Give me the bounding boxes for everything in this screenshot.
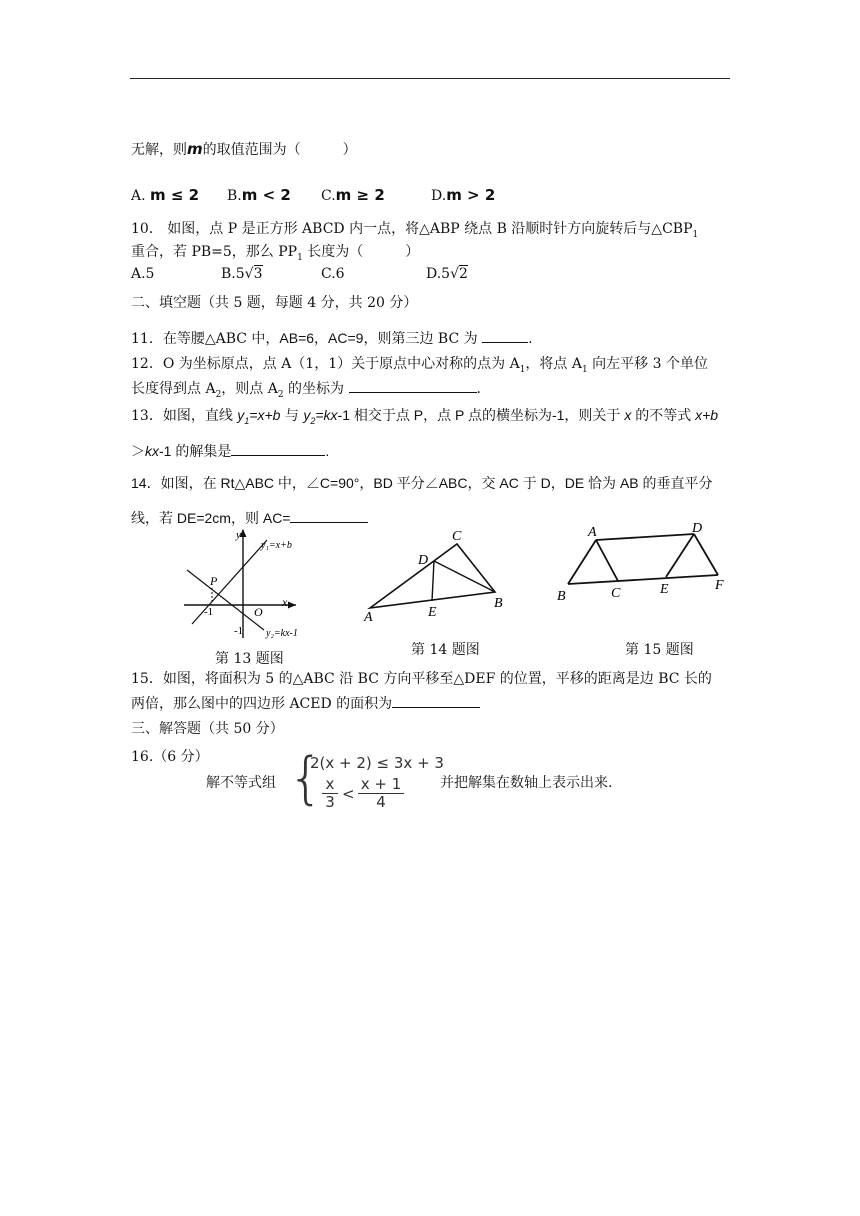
q10-option-d[interactable]: D.5√2 xyxy=(426,266,468,282)
fig15-label-b: B xyxy=(557,589,566,604)
q14-line2: 线，若 DE=2cm，则 AC= xyxy=(131,508,368,527)
q15-line1: 15．如图，将面积为 5 的△ABC 沿 BC 方向平移至△DEF 的位置，平移的距离是边 BC 长的 xyxy=(131,671,712,687)
fig14-label-d: D xyxy=(418,553,429,568)
fig13-line-y2 xyxy=(187,570,264,630)
fig15-top-ad xyxy=(596,534,694,540)
fig14-segment-de xyxy=(432,561,434,601)
q9-option-b[interactable]: B.m < 2 xyxy=(227,186,291,204)
q13-answer-blank[interactable] xyxy=(231,441,325,456)
q16-lt: < xyxy=(342,785,355,803)
section2-heading: 二、填空题（共 5 题，每题 4 分，共 20 分） xyxy=(131,295,418,311)
q10-line2: 重合，若 PB=5，那么 $PP_1$ 长度为（ ） xyxy=(131,244,420,263)
fig13-x-label: x xyxy=(282,595,288,609)
q9-option-c[interactable]: C.m ≥ 2 xyxy=(321,186,385,204)
q10-line1: 10． 如图，点 P 是正方形 ABCD 内一点，将△ABP 绕点 B 沿顺时针方向旋转后与$\triangle CBP_1$ xyxy=(131,221,699,240)
header-rule xyxy=(130,78,730,79)
fig15-label-d: D xyxy=(692,521,703,536)
fig13-line2-label: y₂=kx-1 xyxy=(266,628,298,639)
q13-line2: ＞kx-1 的解集是 . xyxy=(131,443,330,460)
q12-answer-blank[interactable] xyxy=(349,378,477,393)
fig15-label-e: E xyxy=(660,582,669,597)
fig13-y-label: y xyxy=(236,529,241,541)
fig15-label-f: F xyxy=(715,578,724,593)
fig13-tick-x: -1 xyxy=(204,606,214,618)
fig15-segment-ed xyxy=(666,534,694,577)
q15-line2: 两倍，那么图中的四边形 ACED 的面积为 xyxy=(131,693,480,713)
q15-answer-blank[interactable] xyxy=(392,693,480,708)
fig13-line1-label: y₁=x+b xyxy=(261,540,292,551)
q16-suffix: 并把解集在数轴上表示出来. xyxy=(440,775,613,791)
q14-line1: 14．如图，在 Rt△ABC 中，∠C=90°，BD 平分∠ABC，交 AC 于 D，DE 恰为 AB 的垂直平分 xyxy=(131,475,713,491)
figure-15 xyxy=(554,518,734,608)
fig15-segment-df xyxy=(694,534,718,575)
fig13-origin-label: O xyxy=(254,605,263,619)
q16-prefix: 解不等式组 xyxy=(206,775,276,791)
q9-stem: 无解，则m的取值范围为（ ） xyxy=(131,140,357,158)
q10-option-a[interactable]: A.5 xyxy=(131,266,155,282)
fig15-label-c: C xyxy=(611,586,621,601)
fig15-segment-ac xyxy=(596,540,618,581)
fig13-tick-y: -1 xyxy=(234,625,244,637)
q16-inequality-system xyxy=(288,746,444,816)
fig14-segment-bd xyxy=(434,561,495,592)
q9-option-a[interactable]: A. m ≤ 2 xyxy=(131,186,200,204)
q16-number: 16.（6 分） xyxy=(131,749,209,765)
q13-line1: 13．如图，直线 $y_1=x+b$ 与 $y_2=kx-1$ 相交于点 P，点 P 点的横坐标为-1，则关于 x 的不等式 x+b xyxy=(131,407,719,426)
figure-14 xyxy=(360,524,510,624)
fig14-label-b: B xyxy=(494,596,503,611)
q16-frac1: $\frac{x}{3}$ xyxy=(322,776,338,811)
q16-frac2: $\frac{x + 1}{4}$ xyxy=(358,776,404,811)
q12-line2: 长度得到点 $A_2$，则点 $A_2$ 的坐标为 . xyxy=(131,378,481,404)
fig14-label-a: A xyxy=(364,610,373,624)
q10-option-b[interactable]: B.5√3 xyxy=(221,266,263,282)
fig15-caption: 第 15 题图 xyxy=(625,642,694,658)
section3-heading: 三、解答题（共 50 分） xyxy=(131,721,284,737)
fig14-caption: 第 14 题图 xyxy=(411,642,480,658)
fig15-base-bf xyxy=(568,575,718,584)
fig15-label-a: A xyxy=(588,525,597,540)
fig13-x-arrow xyxy=(288,602,296,609)
fig13-p-label: P xyxy=(210,574,218,588)
q14-answer-blank[interactable] xyxy=(290,508,368,523)
q12-line1: 12．O 为坐标原点，点 A（1，1）关于原点中心对称的点为 $A_1$，将点 $A_1$ 向左平移 3 个单位 xyxy=(131,356,708,375)
fig15-segment-ab xyxy=(568,540,596,584)
q9-option-d[interactable]: D.m > 2 xyxy=(431,186,496,204)
figure-13 xyxy=(170,526,330,644)
fig14-label-e: E xyxy=(428,605,437,620)
q10-option-c[interactable]: C.6 xyxy=(321,266,345,282)
q11: 11．在等腰△ABC 中，AB=6，AC=9，则第三边 BC 为 . xyxy=(131,330,533,347)
q11-answer-blank[interactable] xyxy=(482,328,528,343)
q16-ineq1: 2(x + 2) ≤ 3x + 3 xyxy=(310,754,444,772)
q16-brace: { xyxy=(288,746,324,811)
fig13-caption: 第 13 题图 xyxy=(215,651,284,667)
fig14-label-c: C xyxy=(452,529,462,544)
